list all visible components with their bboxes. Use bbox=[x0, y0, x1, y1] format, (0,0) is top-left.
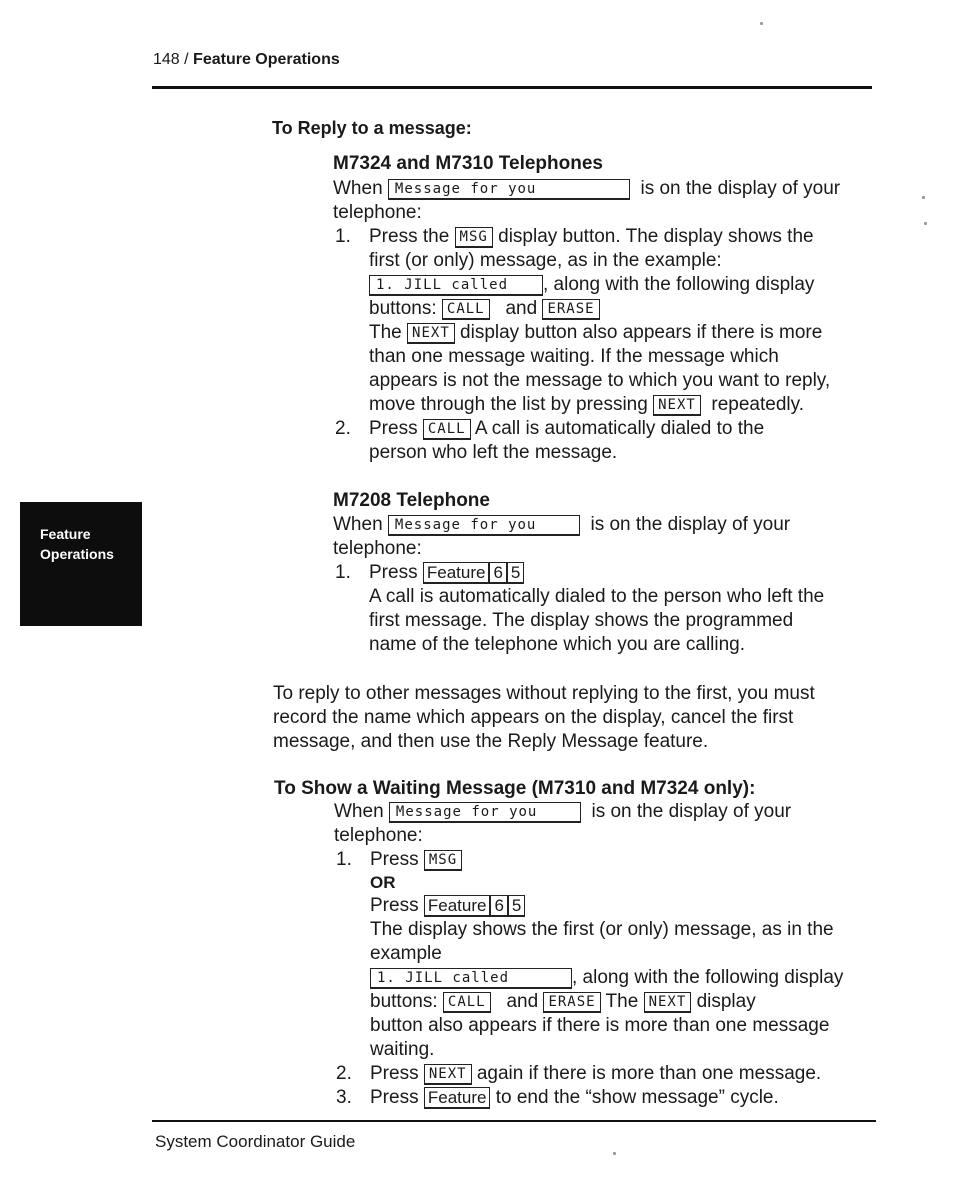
sec2-step1-line9: waiting. bbox=[370, 1039, 435, 1060]
next-key: NEXT bbox=[407, 323, 455, 344]
feature-key: Feature bbox=[424, 895, 491, 917]
step1-line5 bbox=[369, 321, 822, 345]
sec2-step1-line4: The display shows the first (or only) message, as in the bbox=[370, 919, 834, 940]
step-text: Press bbox=[370, 1087, 419, 1108]
step1-line2: first (or only) message, as in the example: bbox=[369, 250, 722, 271]
step-text: again if there is more than one message. bbox=[476, 1063, 822, 1084]
step1-line6: than one message waiting. If the message which bbox=[369, 346, 779, 367]
sec2-step1-line8: button also appears if there is more than one message bbox=[370, 1015, 830, 1036]
erase-key: ERASE bbox=[542, 299, 599, 320]
step-text: display bbox=[696, 991, 756, 1012]
call-key: CALL bbox=[443, 992, 491, 1013]
step-text: Press bbox=[370, 849, 419, 870]
step1-line8 bbox=[369, 393, 804, 417]
step-text: The bbox=[605, 991, 639, 1012]
message-display: Message for you bbox=[388, 179, 630, 200]
step1-line1 bbox=[369, 225, 814, 249]
sec2-step3 bbox=[370, 1086, 779, 1110]
next-key: NEXT bbox=[644, 992, 692, 1013]
scan-speck bbox=[922, 196, 925, 199]
sec2-step1-line7 bbox=[370, 990, 756, 1014]
m7208-when-line bbox=[333, 513, 790, 537]
para-line1: To reply to other messages without replying to the first, you must bbox=[273, 683, 815, 704]
step1-line7: appears is not the message to which you want to reply, bbox=[369, 370, 831, 391]
next-key: NEXT bbox=[653, 395, 701, 416]
m7208-step1-line3: first message. The display shows the programmed bbox=[369, 610, 794, 631]
section-title: Feature Operations bbox=[193, 51, 340, 68]
step-number: 2. bbox=[335, 418, 351, 439]
step-text: and bbox=[506, 991, 539, 1012]
when-text: When bbox=[333, 178, 383, 199]
message-display: Message for you bbox=[388, 515, 580, 536]
digit-6-key: 6 bbox=[490, 895, 507, 917]
m7208-step1-line4: name of the telephone which you are calling. bbox=[369, 634, 746, 655]
step-text: A call is automatically dialed to the bbox=[474, 418, 765, 439]
header-rule bbox=[152, 86, 872, 89]
step-text: move through the list by pressing bbox=[369, 394, 648, 415]
telephone-label: telephone: bbox=[333, 202, 422, 223]
sec2-step1-line3 bbox=[370, 894, 525, 918]
step-text: , along with the following display bbox=[543, 274, 815, 295]
step-text: display button also appears if there is more bbox=[460, 322, 823, 343]
scan-speck bbox=[760, 22, 763, 25]
step-text: Press bbox=[369, 562, 418, 583]
jill-display: 1. JILL called bbox=[369, 275, 543, 296]
step-text: and bbox=[505, 298, 538, 319]
step-text: Press bbox=[370, 1063, 419, 1084]
step-text: Press bbox=[369, 418, 418, 439]
sec2-step2 bbox=[370, 1062, 821, 1086]
next-key: NEXT bbox=[424, 1064, 472, 1085]
show-waiting-heading: To Show a Waiting Message (M7310 and M7324 only): bbox=[274, 778, 756, 799]
msg-key: MSG bbox=[424, 850, 462, 871]
m7208-heading: M7208 Telephone bbox=[333, 490, 490, 511]
para-line2: record the name which appears on the display, cancel the first bbox=[273, 707, 794, 728]
sec2-step1-line5: example bbox=[370, 943, 442, 964]
scan-speck bbox=[924, 222, 927, 225]
when-tail: is on the display of your bbox=[591, 801, 792, 822]
telephone-label: telephone: bbox=[333, 538, 422, 559]
when-tail: is on the display of your bbox=[590, 514, 791, 535]
message-display: Message for you bbox=[389, 802, 581, 823]
erase-key: ERASE bbox=[543, 992, 600, 1013]
page-number: 148 / bbox=[153, 51, 189, 68]
side-tab-line2: Operations bbox=[40, 546, 114, 562]
step-text: repeatedly. bbox=[711, 394, 804, 415]
side-tab bbox=[20, 502, 142, 626]
footer-rule bbox=[152, 1120, 876, 1122]
sec2-step1-line6 bbox=[370, 966, 843, 990]
msg-key: MSG bbox=[455, 227, 493, 248]
telephone-label: telephone: bbox=[334, 825, 423, 846]
call-key: CALL bbox=[442, 299, 490, 320]
step-text: Press bbox=[370, 895, 419, 916]
para-line3: message, and then use the Reply Message feature. bbox=[273, 731, 709, 752]
when-text: When bbox=[334, 801, 384, 822]
feature-key: Feature bbox=[423, 562, 490, 584]
feature-key: Feature bbox=[424, 1087, 491, 1109]
digit-5-key: 5 bbox=[508, 895, 525, 917]
side-tab-line1: Feature bbox=[40, 526, 91, 542]
step-number: 1. bbox=[336, 849, 352, 870]
step1-line3 bbox=[369, 273, 814, 297]
reply-heading: To Reply to a message: bbox=[272, 118, 472, 138]
step-number: 1. bbox=[335, 562, 351, 583]
jill-display: 1. JILL called bbox=[370, 968, 572, 989]
when-tail: is on the display of your bbox=[640, 178, 841, 199]
step-text: display button. The display shows the bbox=[498, 226, 814, 247]
step2-line1 bbox=[369, 417, 764, 441]
sec2-step1-line1 bbox=[370, 848, 462, 872]
step-number: 3. bbox=[336, 1087, 352, 1108]
step-text: buttons: bbox=[370, 991, 438, 1012]
step-text: buttons: bbox=[369, 298, 437, 319]
m7208-step1-line1 bbox=[369, 561, 524, 585]
call-key: CALL bbox=[423, 419, 471, 440]
step-number: 2. bbox=[336, 1063, 352, 1084]
step-number: 1. bbox=[335, 226, 351, 247]
digit-5-key: 5 bbox=[507, 562, 524, 584]
m7208-step1-line2: A call is automatically dialed to the person who left the bbox=[369, 586, 825, 607]
step2-line2: person who left the message. bbox=[369, 442, 618, 463]
step1-line4 bbox=[369, 297, 600, 321]
step-text: to end the “show message” cycle. bbox=[495, 1087, 779, 1108]
scan-speck bbox=[613, 1152, 616, 1155]
when-text: When bbox=[333, 514, 383, 535]
sec2-when-line bbox=[334, 800, 791, 824]
page-header bbox=[153, 51, 340, 69]
step-text: , along with the following display bbox=[572, 967, 844, 988]
step-text: Press the bbox=[369, 226, 450, 247]
digit-6-key: 6 bbox=[489, 562, 506, 584]
m7324-when-line bbox=[333, 177, 840, 201]
m7324-heading: M7324 and M7310 Telephones bbox=[333, 153, 603, 174]
footer-text: System Coordinator Guide bbox=[155, 1132, 356, 1151]
step-text: The bbox=[369, 322, 402, 343]
or-label: OR bbox=[370, 873, 396, 892]
